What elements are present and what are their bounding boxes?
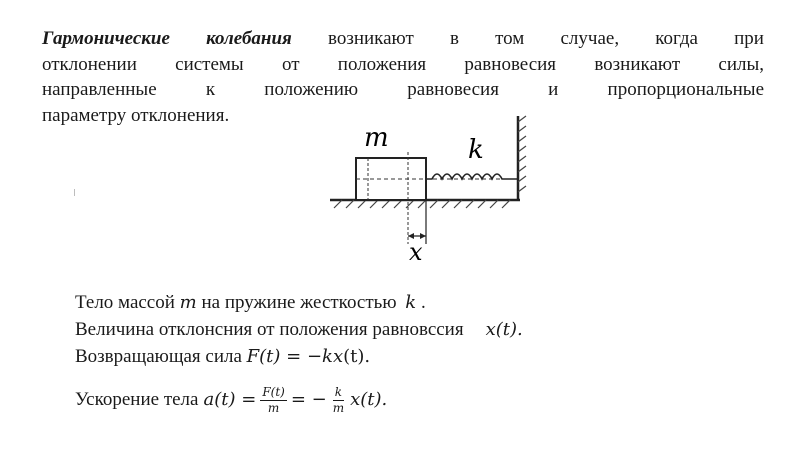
line1-text-middle: на пружине жесткостью (201, 292, 397, 313)
formula-line-4 (75, 377, 675, 423)
line2-text: Величина отклонсния от положения равновссия (75, 319, 464, 340)
line2-expression: x(t). (485, 319, 523, 340)
displacement-label: x (409, 238, 423, 262)
intro-line-2: отклонении системы от положения равновесия возникают силы, (42, 53, 764, 75)
formulas-block (75, 290, 675, 423)
spring-coil (426, 174, 518, 179)
line3-text: Возвращающая сила (75, 346, 242, 367)
intro-line-1 (42, 26, 764, 52)
intro-term: Гармонические колебания (42, 28, 292, 49)
frac1-denominator: m (267, 400, 280, 415)
line4-minus: = − (290, 389, 327, 410)
intro-line-4: параметру отклонения. (42, 104, 230, 126)
fraction-force-over-mass (260, 385, 287, 416)
formula-line-2 (75, 317, 675, 344)
line1-mass-symbol: m (179, 292, 197, 313)
intro-line-1-rest: возникают в том случае, когда при (328, 28, 764, 49)
line1-stiffness-symbol: k (405, 292, 417, 313)
line3-force-arg: (t). (343, 346, 371, 367)
line1-text-before: Тело массой (75, 292, 175, 313)
fraction-k-over-m (331, 385, 346, 416)
frac2-denominator: m (332, 400, 345, 415)
line3-force-expression: F(t) = −kx (246, 346, 344, 367)
spring-mass-diagram (326, 112, 536, 262)
formula-line-3 (75, 344, 675, 371)
line1-text-end: . (420, 292, 426, 313)
formula-line-1 (75, 290, 675, 317)
line4-text: Ускорение тела (75, 389, 199, 410)
line4-accel-lhs: a(t) = (203, 389, 257, 410)
line4-end: x(t). (350, 389, 388, 410)
mass-label: m (364, 123, 389, 153)
frac1-numerator: F(t) (262, 384, 285, 399)
spring-mass-svg (326, 112, 536, 262)
intro-line-3: направленные к положению равновесия и пропорциональные (42, 79, 764, 100)
frac2-numerator: k (334, 384, 343, 399)
spring-label: k (468, 135, 484, 165)
artifact-mark (74, 189, 75, 196)
